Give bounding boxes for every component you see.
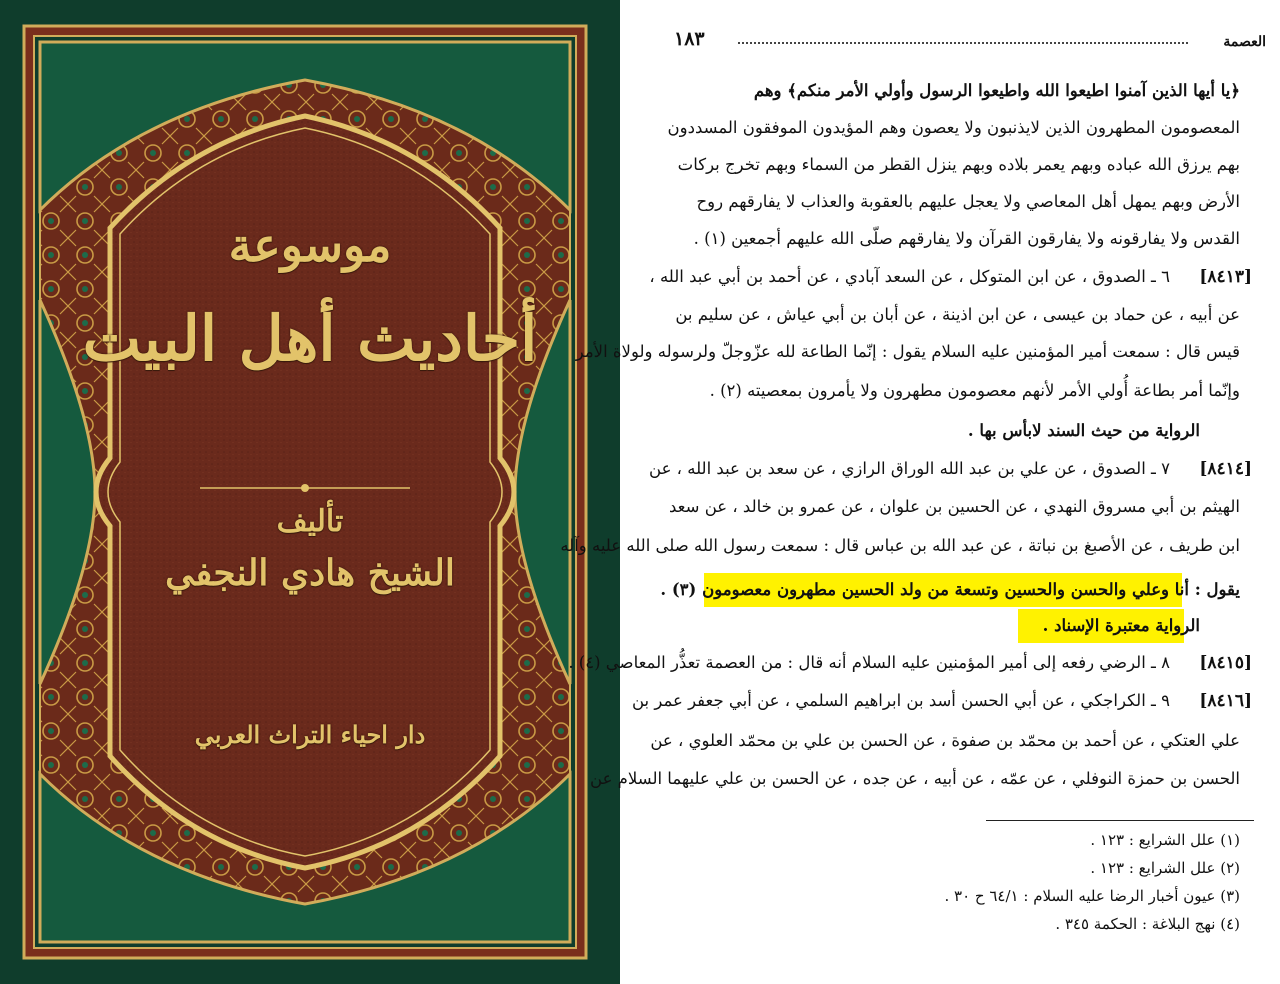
body-line: عن أبيه ، عن حماد بن عيسى ، عن ابن اذينة ، عن أبان بن أبي عياش ، عن سليم بن xyxy=(675,305,1240,324)
body-line: ﴿يا أيها الذين آمنوا اطيعوا الله واطيعوا الرسول وأولي الأمر منكم﴾ وهم xyxy=(753,81,1240,100)
body-line: قيس قال : سمعت أمير المؤمنين عليه السلام يقول : إنّما الطاعة لله عزّوجلّ ولرسوله ولولاة الأمر xyxy=(575,342,1240,361)
book-cover xyxy=(0,0,620,984)
body-line: ٨ ـ الرضي رفعه إلى أمير المؤمنين عليه السلام أنه قال : من العصمة تعذُّر المعاصي (٤) . xyxy=(568,653,1170,672)
cover-ornament xyxy=(0,0,620,984)
footnote: (١) علل الشرايع : ١٢٣ . xyxy=(1090,831,1240,849)
footnote: (٢) علل الشرايع : ١٢٣ . xyxy=(1090,859,1240,877)
body-line: وإنّما أمر بطاعة أُولي الأمر لأنهم معصومون مطهرون ولا يأمرون بمعصيته (٢) . xyxy=(709,381,1240,400)
page-header xyxy=(648,28,1266,54)
body-line: المعصومون المطهرون الذين لايذنبون ولا يعصون وهم المؤيدون الموفقون المسددون xyxy=(667,118,1240,137)
body-line: الهيثم بن أبي مسروق النهدي ، عن الحسين بن علوان ، عن عمرو بن خالد ، عن سعد xyxy=(669,497,1240,516)
cover-author-label: تأليف xyxy=(276,504,344,539)
hadith-number: [٨٤١٥] xyxy=(1199,653,1252,673)
body-line: ٦ ـ الصدوق ، عن ابن المتوكل ، عن السعد آبادي ، عن أحمد بن أبي عبد الله ، xyxy=(649,267,1170,286)
body-line: ٩ ـ الكراجكي ، عن أبي الحسن أسد بن ابراهيم السلمي ، عن أبي جعفر عمر بن xyxy=(631,691,1170,710)
header-dotted-leader xyxy=(738,42,1188,44)
body-line: القدس ولا يفارقونه ولا يفارقون القرآن ولا يفارقهم صلّى الله عليهم أجمعين (١) . xyxy=(693,229,1240,248)
body-line: بهم يرزق الله عباده وبهم يعمر بلاده وبهم ينزل القطر من السماء وبهم تخرج بركات xyxy=(677,155,1240,174)
cover-series-title: موسوعة xyxy=(228,218,392,272)
hadith-number: [٨٤١٦] xyxy=(1199,691,1252,711)
body-line: ابن طريف ، عن الأصبغ بن نباتة ، عن عبد الله بن عباس قال : سمعت رسول الله صلى الله عليه وآله xyxy=(560,536,1240,555)
cover-author-name: الشيخ هادي النجفي xyxy=(165,552,455,594)
body-line: الأرض وبهم يمهل أهل المعاصي ولا يعجل عليهم بالعقوبة والعذاب لا يفارقهم روح xyxy=(696,192,1240,211)
footnote: (٤) نهج البلاغة : الحكمة ٣٤٥ . xyxy=(1055,915,1240,933)
footnote: (٣) عيون أخبار الرضا عليه السلام : ٦٤/١ ح ٣٠ . xyxy=(944,887,1240,905)
highlighted-quote-line: يقول : أنا وعلي والحسن والحسين وتسعة من ولد الحسين مطهرون معصومون (٣) . xyxy=(660,580,1240,599)
body-line: ٧ ـ الصدوق ، عن علي بن عبد الله الوراق الرازي ، عن سعد بن عبد الله ، عن xyxy=(649,459,1170,478)
chapter-title: العصمة xyxy=(1223,34,1266,50)
narration-grading: الرواية معتبرة الإسناد . xyxy=(1042,616,1200,635)
hadith-number: [٨٤١٤] xyxy=(1199,459,1252,479)
footnote-separator xyxy=(986,820,1254,821)
narration-grading: الرواية من حيث السند لابأس بها . xyxy=(967,421,1200,440)
book-page xyxy=(560,0,1280,984)
page-number: ١٨٣ xyxy=(674,28,705,50)
cover-main-title: أحاديث أهل البيت xyxy=(82,302,538,375)
cover-publisher: دار احياء التراث العربي xyxy=(194,720,426,749)
body-line: علي العتكي ، عن أحمد بن محمّد بن صفوة ، عن الحسن بن علي بن محمّد العلوي ، عن xyxy=(650,731,1240,750)
hadith-number: [٨٤١٣] xyxy=(1199,267,1252,287)
body-line: الحسن بن حمزة النوفلي ، عن عمّه ، عن أبيه ، عن جده ، عن الحسن بن علي عليهما السلام عن xyxy=(590,769,1240,788)
